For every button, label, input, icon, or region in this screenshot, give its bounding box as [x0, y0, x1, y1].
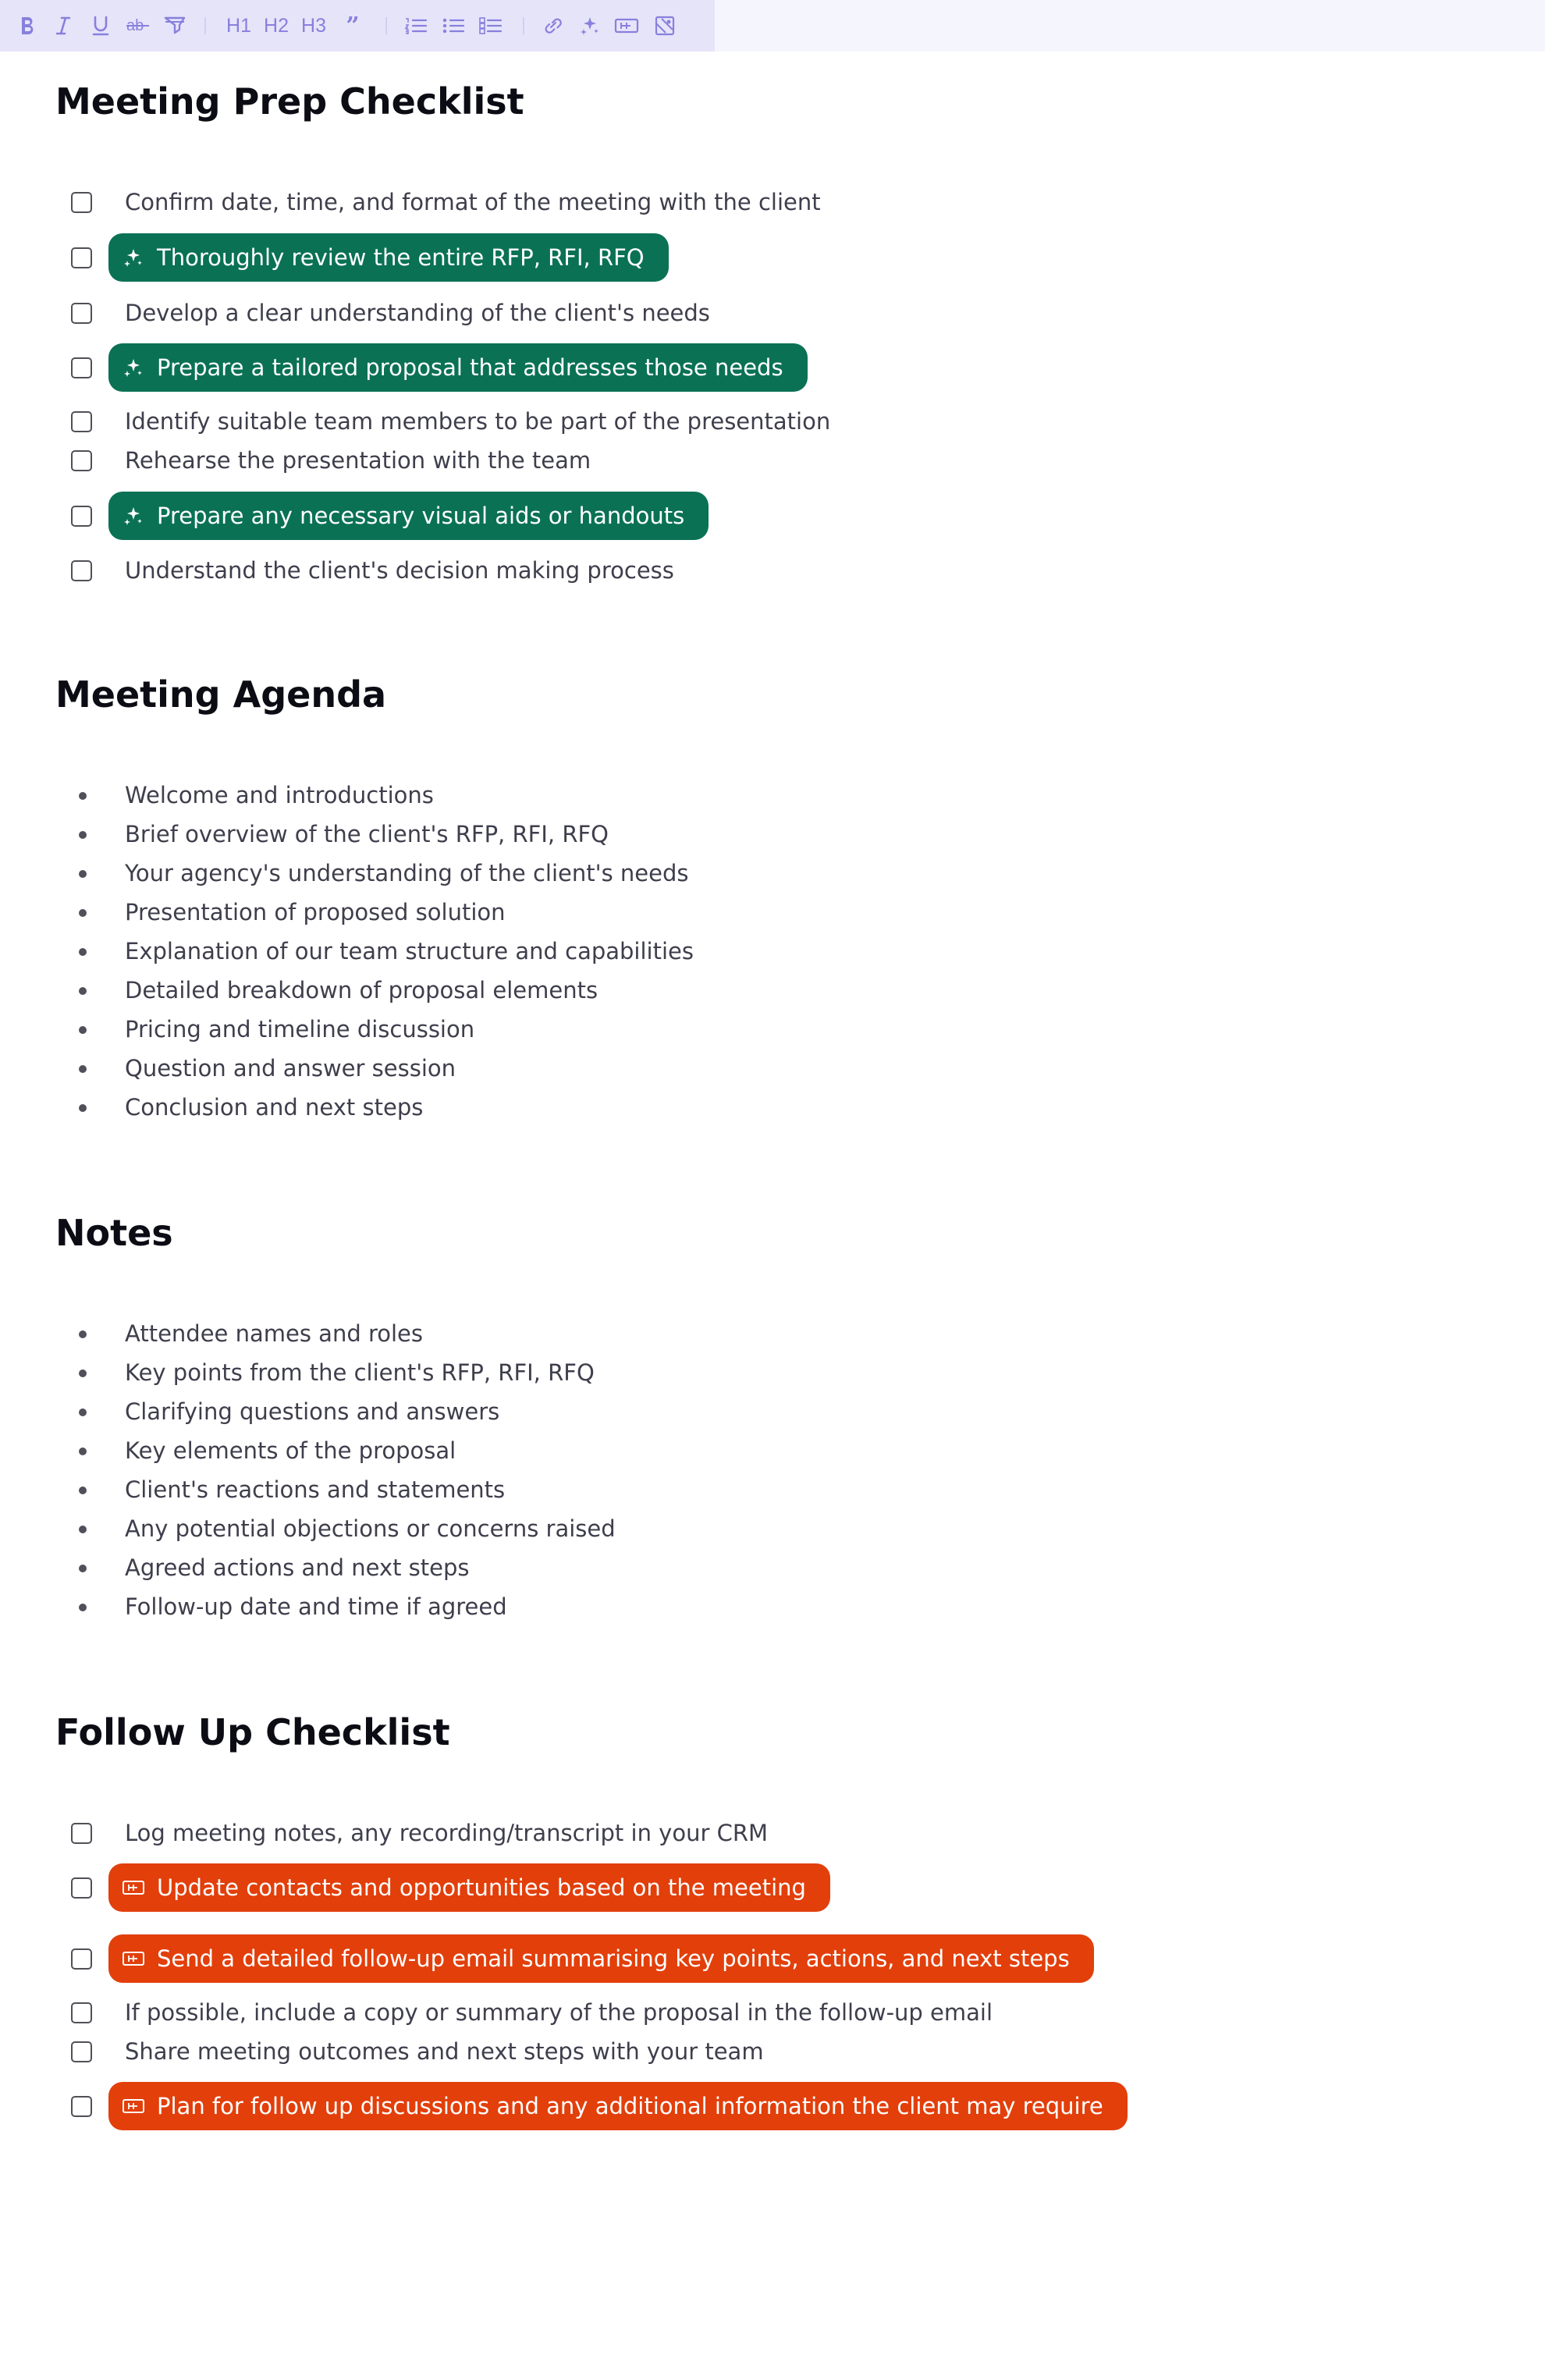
list-item-text: Brief overview of the client's RFP, RFI, RFQ	[125, 821, 609, 847]
section-heading-agenda: Meeting Agenda	[55, 673, 387, 716]
checklist-item	[0, 348, 1545, 387]
ai-sparkle-icon	[121, 503, 146, 528]
checklist-icon[interactable]	[478, 11, 504, 41]
list-item	[0, 1049, 1545, 1088]
bullet-icon	[79, 1065, 87, 1073]
list-item	[0, 776, 1545, 815]
checklist-item	[0, 1813, 1545, 1852]
task-checkbox[interactable]	[71, 192, 92, 213]
toolbar-extension	[715, 0, 1545, 52]
bullet-icon	[79, 1448, 87, 1455]
quote-button[interactable]: ”	[346, 12, 360, 40]
section-heading-notes: Notes	[55, 1212, 173, 1254]
link-icon[interactable]	[540, 11, 566, 41]
svg-text:ab: ab	[126, 17, 144, 34]
list-item	[0, 1548, 1545, 1587]
chip-label: Prepare any necessary visual aids or handouts	[157, 503, 685, 529]
checklist-item-text: Share meeting outcomes and next steps with your team	[125, 2038, 764, 2065]
chip-label: Send a detailed follow-up email summarising key points, actions, and next steps	[157, 1945, 1070, 1972]
section-heading-prep: Meeting Prep Checklist	[55, 80, 524, 123]
task-checkbox[interactable]	[71, 411, 92, 432]
list-item-text: Client's reactions and statements	[125, 1476, 506, 1503]
list-item	[0, 1587, 1545, 1626]
heading-3-button[interactable]: H3	[301, 15, 326, 37]
checklist-item	[0, 2032, 1545, 2071]
bullet-icon	[79, 792, 87, 800]
bullet-icon	[79, 909, 87, 917]
task-checkbox[interactable]	[71, 2041, 92, 2062]
task-checkbox[interactable]	[71, 2096, 92, 2117]
checklist-item	[0, 441, 1545, 480]
task-checkbox[interactable]	[71, 560, 92, 581]
checklist-item	[0, 496, 1545, 535]
bold-icon[interactable]	[16, 11, 39, 41]
bullet-icon	[79, 1104, 87, 1112]
list-item-text: Presentation of proposed solution	[125, 899, 506, 925]
checklist-item-text: If possible, include a copy or summary of the proposal in the follow-up email	[125, 1999, 993, 2026]
list-item-text: Any potential objections or concerns raised	[125, 1515, 616, 1542]
list-item	[0, 1431, 1545, 1470]
highlight-icon[interactable]	[162, 11, 187, 41]
task-checkbox[interactable]	[71, 506, 92, 527]
checklist-item	[0, 1868, 1545, 1907]
list-item-text: Key points from the client's RFP, RFI, RFQ	[125, 1359, 595, 1386]
bullet-icon	[79, 1330, 87, 1338]
chip-label: Plan for follow up discussions and any additional information the client may require	[157, 2093, 1103, 2119]
task-suggestion-chip[interactable]	[108, 1863, 830, 1912]
bullet-icon	[79, 831, 87, 839]
list-item-text: Welcome and introductions	[125, 782, 434, 808]
list-item	[0, 1314, 1545, 1353]
toolbar-separator	[204, 17, 206, 34]
chip-label: Thoroughly review the entire RFP, RFI, RFQ	[157, 244, 645, 271]
list-item-text: Key elements of the proposal	[125, 1437, 456, 1464]
embed-icon[interactable]	[613, 11, 640, 41]
ai-sparkle-icon	[121, 245, 146, 270]
list-item	[0, 1392, 1545, 1431]
checklist-item	[0, 402, 1545, 441]
checklist-item	[0, 1993, 1545, 2032]
checklist-item	[0, 551, 1545, 590]
checklist-item	[0, 183, 1545, 222]
ai-suggestion-chip[interactable]	[108, 343, 808, 392]
bullet-icon	[79, 987, 87, 995]
bullet-icon	[79, 948, 87, 956]
bullet-icon	[79, 870, 87, 878]
task-checkbox[interactable]	[71, 2002, 92, 2023]
chip-label: Prepare a tailored proposal that addresses those needs	[157, 354, 783, 381]
task-checkbox[interactable]	[71, 450, 92, 471]
task-suggestion-chip[interactable]	[108, 1934, 1094, 1983]
checklist-item-text: Develop a clear understanding of the client's needs	[125, 300, 710, 326]
list-item	[0, 1470, 1545, 1509]
checklist-item-text: Understand the client's decision making process	[125, 557, 674, 584]
list-item	[0, 1088, 1545, 1127]
strikethrough-icon[interactable]	[125, 11, 151, 41]
checklist-item	[0, 293, 1545, 332]
list-item-text: Detailed breakdown of proposal elements	[125, 977, 598, 1004]
toolbar-separator	[523, 17, 524, 34]
checklist-item-text: Rehearse the presentation with the team	[125, 447, 591, 474]
list-item-text: Pricing and timeline discussion	[125, 1016, 475, 1043]
list-item-text: Explanation of our team structure and capabilities	[125, 938, 694, 964]
list-item	[0, 1353, 1545, 1392]
embed-icon	[121, 1875, 146, 1900]
ai-suggestion-chip[interactable]	[108, 233, 669, 282]
formatting-toolbar	[0, 0, 715, 52]
ordered-list-icon[interactable]	[403, 11, 429, 41]
bullet-icon	[79, 1526, 87, 1533]
chip-label: Update contacts and opportunities based on the meeting	[157, 1874, 806, 1901]
task-checkbox[interactable]	[71, 357, 92, 378]
list-item-text: Conclusion and next steps	[125, 1094, 424, 1121]
list-item	[0, 1010, 1545, 1049]
checklist-item	[0, 2087, 1545, 2126]
task-checkbox[interactable]	[71, 303, 92, 324]
ai-sparkle-icon	[121, 355, 146, 380]
task-checkbox[interactable]	[71, 1823, 92, 1844]
bullet-icon	[79, 1565, 87, 1572]
list-item-text: Your agency's understanding of the client's needs	[125, 860, 689, 886]
task-checkbox[interactable]	[71, 1948, 92, 1970]
toolbar-separator	[385, 17, 387, 34]
bullet-icon	[79, 1604, 87, 1611]
checklist-item-text: Identify suitable team members to be part of the presentation	[125, 408, 831, 435]
bullet-icon	[79, 1369, 87, 1377]
heading-2-button[interactable]: H2	[264, 15, 289, 37]
checklist-item-text: Log meeting notes, any recording/transcript in your CRM	[125, 1820, 769, 1846]
ai-sparkle-icon[interactable]	[577, 11, 602, 41]
list-item	[0, 971, 1545, 1010]
bullet-icon	[79, 1408, 87, 1416]
task-suggestion-chip[interactable]	[108, 2082, 1128, 2130]
bullet-icon	[79, 1487, 87, 1494]
bullet-list-icon[interactable]	[440, 11, 467, 41]
task-checkbox[interactable]	[71, 247, 92, 268]
embed-icon	[121, 2094, 146, 2119]
list-item	[0, 932, 1545, 971]
list-item-text: Clarifying questions and answers	[125, 1398, 500, 1425]
image-icon[interactable]	[652, 11, 677, 41]
list-item-text: Follow-up date and time if agreed	[125, 1593, 507, 1620]
embed-icon	[121, 1946, 146, 1971]
checklist-item	[0, 238, 1545, 277]
heading-1-button[interactable]: H1	[226, 15, 251, 37]
list-item-text: Agreed actions and next steps	[125, 1554, 470, 1581]
list-item	[0, 1509, 1545, 1548]
list-item-text: Question and answer session	[125, 1055, 456, 1082]
italic-icon[interactable]	[52, 11, 75, 41]
list-item	[0, 893, 1545, 932]
list-item	[0, 815, 1545, 854]
checklist-item-text: Confirm date, time, and format of the meeting with the client	[125, 189, 821, 215]
underline-icon[interactable]	[89, 11, 112, 41]
checklist-item	[0, 1939, 1545, 1978]
ai-suggestion-chip[interactable]	[108, 492, 709, 540]
list-item	[0, 854, 1545, 893]
bullet-icon	[79, 1026, 87, 1034]
list-item-text: Attendee names and roles	[125, 1320, 423, 1347]
task-checkbox[interactable]	[71, 1877, 92, 1899]
section-heading-followup: Follow Up Checklist	[55, 1711, 450, 1753]
